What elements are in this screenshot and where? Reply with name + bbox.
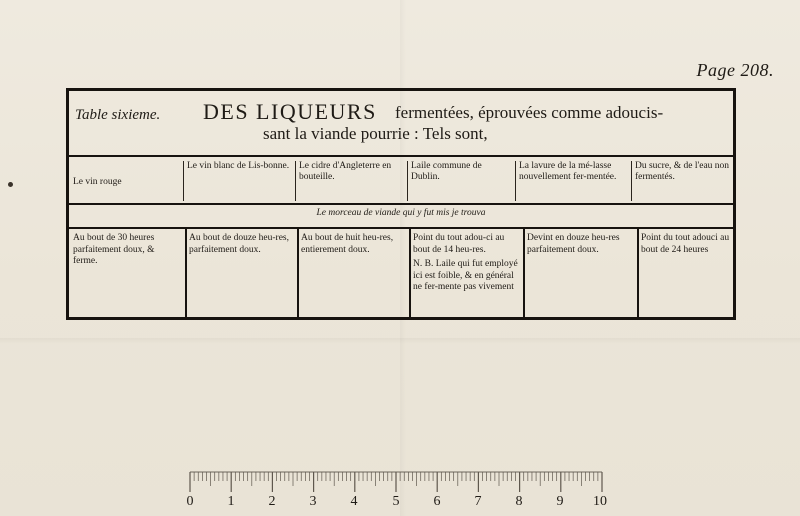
table-title-line1: fermentées, éprouvées comme adoucis- <box>395 103 664 122</box>
table-title-line2: sant la viande pourrie : Tels sont, <box>263 124 488 143</box>
table-title-caps: DES LIQUEURS <box>203 99 377 124</box>
result-cell: Au bout de douze heu-res, parfaitement doux. <box>189 233 289 255</box>
table-title-italic: Table sixieme. <box>75 107 161 123</box>
header-rule <box>69 203 733 205</box>
column-header: Le vin rouge <box>73 177 122 187</box>
column-divider <box>297 229 299 317</box>
column-divider <box>295 161 296 201</box>
ruler-label: 8 <box>515 494 523 509</box>
ink-spot <box>8 182 13 187</box>
ruler-label: 6 <box>433 494 441 509</box>
ruler-label: 3 <box>309 494 317 509</box>
ruler-label: 2 <box>268 494 276 509</box>
ruler-label: 9 <box>556 494 564 509</box>
title-rule <box>69 155 733 157</box>
column-divider <box>515 161 516 201</box>
result-cell-text: Point du tout adou-ci au bout de 14 heu-res. <box>413 233 505 255</box>
column-header: La lavure de la mé-lasse nouvellement fer-mentée. <box>519 161 617 182</box>
middle-caption: Le morceau de viande qui y fut mis je trouva <box>316 208 486 218</box>
column-divider <box>407 161 408 201</box>
result-cell: Au bout de 30 heures parfaitement doux, & ferme. <box>73 233 155 266</box>
caption-rule <box>69 227 733 229</box>
ruler-label: 4 <box>350 494 358 509</box>
column-header: Le vin blanc de Lis-bonne. <box>187 161 290 171</box>
column-header: Du sucre, & de l'eau non fermentés. <box>635 161 730 182</box>
table-title <box>69 91 733 153</box>
footnote-text: N. B. Laile qui fut employé ici est foible, & en général ne fer-mente pas vivement <box>413 259 518 292</box>
ruler-label: 7 <box>474 494 482 509</box>
column-divider <box>409 229 411 317</box>
result-cell: Devint en douze heu-res parfaitement doux. <box>527 233 620 255</box>
column-divider <box>637 229 639 317</box>
column-divider <box>183 161 184 201</box>
page-number: Page 208. <box>696 60 774 80</box>
result-cell: Au bout de huit heu-res, entierement doux. <box>301 233 394 255</box>
column-header: Laile commune de Dublin. <box>411 161 482 182</box>
ruler-label: 10 <box>593 494 607 509</box>
ruler-label: 1 <box>227 494 235 509</box>
ruler-label: 0 <box>186 494 194 509</box>
result-cell-with-note <box>413 233 521 317</box>
ruler-ticks <box>186 470 606 494</box>
column-divider <box>185 229 187 317</box>
table-frame <box>66 88 736 320</box>
result-cell: Point du tout adouci au bout de 24 heures <box>641 233 730 255</box>
ruler-label: 5 <box>392 494 400 509</box>
column-divider <box>631 161 632 201</box>
column-header: Le cidre d'Angleterre en bouteille. <box>299 161 392 182</box>
scale-ruler <box>186 470 606 514</box>
column-divider <box>523 229 525 317</box>
